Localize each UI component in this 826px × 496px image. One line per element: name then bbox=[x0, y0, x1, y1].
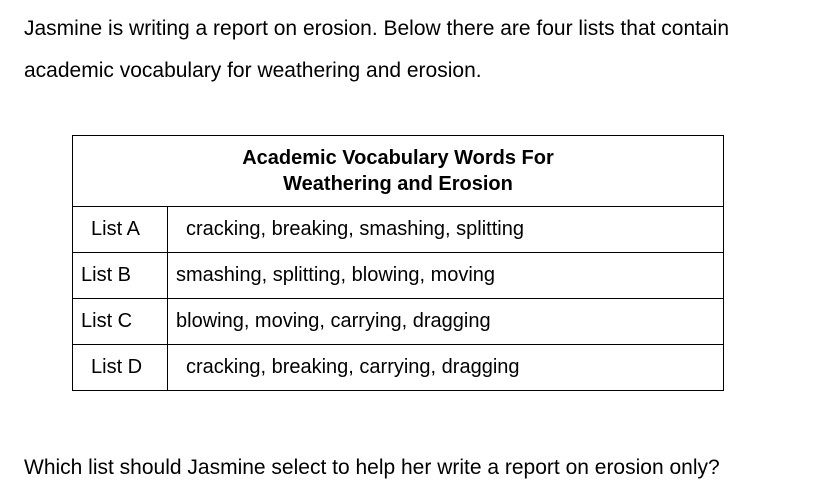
list-b-words: smashing, splitting, blowing, moving bbox=[168, 253, 724, 299]
list-d-words: cracking, breaking, carrying, dragging bbox=[168, 345, 724, 391]
table-row-list-c bbox=[73, 299, 724, 345]
table-row-list-b bbox=[73, 253, 724, 299]
table-header-row bbox=[73, 136, 724, 207]
table-title-line-2: Weathering and Erosion bbox=[283, 173, 513, 195]
table-title-line-1: Academic Vocabulary Words For bbox=[242, 147, 554, 169]
list-b-label: List B bbox=[73, 253, 168, 299]
table-row-list-d bbox=[73, 345, 724, 391]
list-c-label: List C bbox=[73, 299, 168, 345]
list-a-words: cracking, breaking, smashing, splitting bbox=[168, 207, 724, 253]
list-a-label: List A bbox=[73, 207, 168, 253]
table-row-list-a bbox=[73, 207, 724, 253]
list-c-words: blowing, moving, carrying, dragging bbox=[168, 299, 724, 345]
table-title bbox=[73, 136, 724, 207]
list-d-label: List D bbox=[73, 345, 168, 391]
vocabulary-table bbox=[72, 135, 724, 391]
question-text: Which list should Jasmine select to help her write a report on erosion only? bbox=[24, 456, 720, 479]
intro-paragraph: Jasmine is writing a report on erosion. Below there are four lists that contain academic vocabulary for weathering and erosion. bbox=[24, 17, 730, 82]
